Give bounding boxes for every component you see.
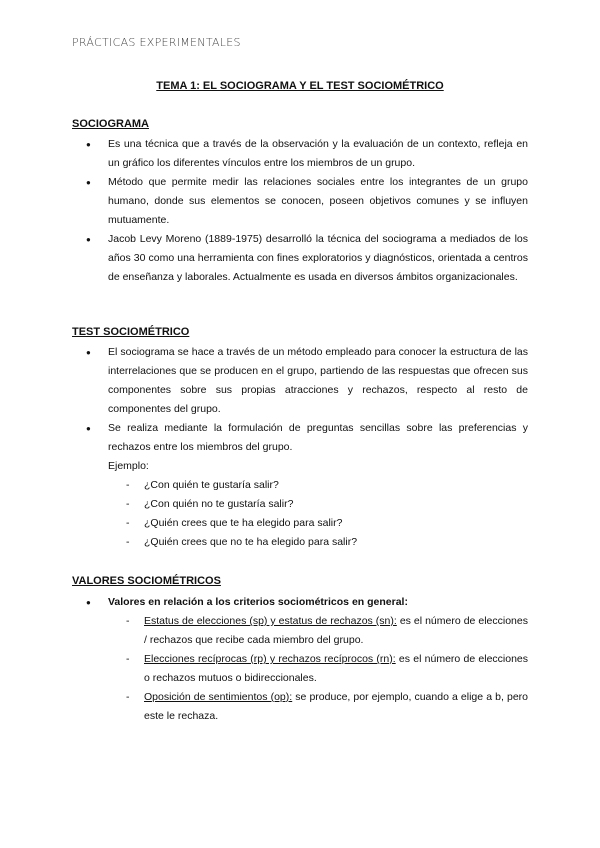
valor-term: Oposición de sentimientos (op): [144, 691, 293, 703]
valor-item [108, 650, 528, 688]
sociograma-list [72, 135, 528, 287]
sociograma-heading: SOCIOGRAMA [72, 118, 149, 130]
valores-sublist [108, 612, 528, 726]
valores-heading: VALORES SOCIOMÉTRICOS [72, 575, 221, 587]
valores-list [72, 593, 528, 726]
sociograma-bullet: ● Método que permite medir las relaciones sociales entre los integrantes de un grupo humano, donde sus elementos se conocen, poseen objetivos comunes y se influyen mutuamente. [72, 173, 528, 230]
valor-item [108, 688, 528, 726]
valor-text: es el número de elecciones o rechazos mutuos o bidireccionales. [144, 653, 529, 684]
page-header: PRÁCTICAS EXPERIMENTALES [72, 36, 241, 49]
valor-item [108, 612, 528, 650]
valor-text: se produce, por ejemplo, cuando a elige a b, pero este le rechaza. [144, 691, 529, 722]
sociograma-bullet: ● Es una técnica que a través de la observación y la evaluación de un contexto, refleja en un gráfico los diferentes vínculos entre los miembros de un grupo. [72, 135, 528, 173]
example-item: - ¿Con quién te gustaría salir? [108, 476, 528, 495]
sociograma-bullet: ● Jacob Levy Moreno (1889-1975) desarrolló la técnica del sociograma a mediados de los años 30 como una herramienta con fines exploratorios y diagnósticos, orientada a centros de enseñanza y laborales. Actualmente es usada en diversos ámbitos organizacionales. [72, 230, 528, 287]
test-bullet: ● El sociograma se hace a través de un método empleado para conocer la estructura de las interrelaciones que se producen en el grupo, partiendo de las respuestas que ofrecen sus componentes sobre sus propias atracciones y rechazos, respecto al resto de componentes del grupo. [72, 343, 528, 419]
valor-term: Estatus de elecciones (sp) y estatus de rechazos (sn): [144, 615, 397, 627]
example-item: - ¿Con quién no te gustaría salir? [108, 495, 528, 514]
test-bullet [72, 419, 528, 552]
valores-bullet-text: Valores en relación a los criterios sociométricos en general: [108, 596, 408, 608]
example-item: - ¿Quién crees que te ha elegido para salir? [108, 514, 528, 533]
valor-term: Elecciones recíprocas (rp) y rechazos recíprocos (rn): [144, 653, 396, 665]
valor-text: es el número de elecciones / rechazos que recibe cada miembro del grupo. [144, 615, 528, 646]
example-list [108, 476, 528, 552]
example-label: Ejemplo: [108, 460, 149, 472]
test-list [72, 343, 528, 552]
example-item: - ¿Quién crees que no te ha elegido para salir? [108, 533, 528, 552]
test-heading: TEST SOCIOMÉTRICO [72, 326, 190, 338]
test-bullet-text: Se realiza mediante la formulación de preguntas sencillas sobre las preferencias y rechazos entre los miembros del grupo. [108, 422, 528, 453]
valores-bullet [72, 593, 528, 726]
document-title: TEMA 1: EL SOCIOGRAMA Y EL TEST SOCIOMÉTRICO [156, 80, 444, 92]
